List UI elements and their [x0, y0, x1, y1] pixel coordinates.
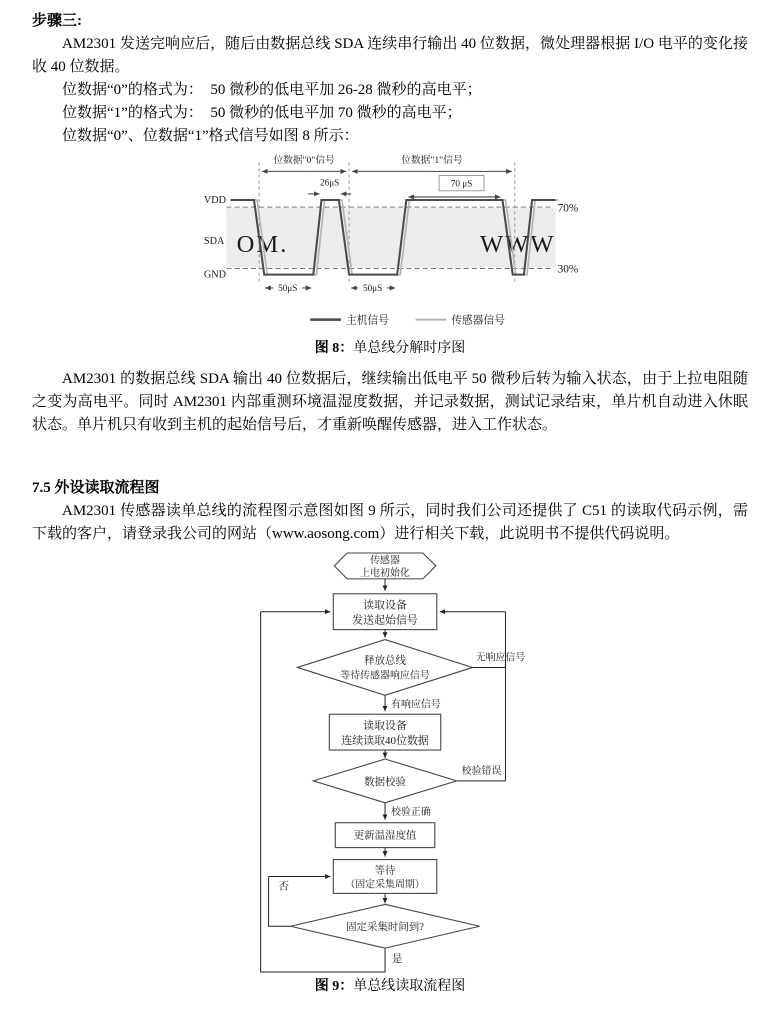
paragraph-sleep-state: AM2301 的数据总线 SDA 输出 40 位数据后，继续输出低电平 50 微秒后转为输入状态，由于上拉电阻随之变为高电平。同时 AM2301 内部重测环境温湿度数据，并记录数据，测试记录结束，单片机自动进入休眠状态。单片机只有收到主机的起始信号后，才重新唤醒传感器，进入工作状态。	[32, 371, 748, 433]
read-data-line1: 读取设备	[363, 720, 407, 733]
bit1-format-line: 位数据“1”的格式为： 50 微秒的低电平加 70 微秒的高电平；	[62, 105, 462, 121]
figure8-caption-label: 图 8：	[314, 341, 354, 356]
timer-yes-label: 是	[392, 954, 403, 966]
data-check-label: 数据校验	[364, 776, 406, 788]
read-data-line2: 连续读取40位数据	[341, 735, 429, 748]
wait-period-line1: 等待	[374, 865, 396, 877]
wait-period-line2: （固定采集周期）	[345, 879, 425, 891]
send-start-line1: 读取设备	[363, 599, 407, 612]
wait-response-line1: 释放总线	[364, 655, 406, 667]
threshold-30-label: 30%	[557, 263, 579, 276]
pulse-26us-label: 26μS	[320, 177, 340, 188]
timer-no-label: 否	[278, 881, 289, 893]
wait-response-diamond	[297, 640, 472, 696]
flowchart-figure	[230, 550, 560, 974]
bit-format-intro-line: 位数据“0”、位数据“1”格式信号如图 8 所示：	[62, 128, 359, 144]
response-label: 有响应信号	[391, 699, 441, 711]
watermark-text-right: WWW	[479, 231, 556, 259]
legend-host-label: 主机信号	[346, 314, 389, 327]
send-start-line2: 发送起始信号	[352, 614, 418, 627]
start-node-line1: 传感器	[370, 555, 400, 567]
paragraph-bit-output: AM2301 发送完响应后，随后由数据总线 SDA 连续串行输出 40 位数据，微处理器根据 I/O 电平的变化接收 40 位数据。	[32, 36, 748, 75]
gnd-label: GND	[203, 269, 227, 281]
figure9-caption-label: 图 9：	[314, 979, 354, 994]
watermark-text-left: OM.	[236, 231, 289, 259]
low-50us-2-label: 50μS	[363, 283, 383, 294]
check-error-label: 校验错误	[461, 765, 502, 777]
start-node-line2: 上电初始化	[360, 567, 410, 579]
timer-label: 固定采集时间到?	[346, 922, 424, 934]
step-heading: 步骤三:	[32, 13, 82, 29]
threshold-70-label: 70%	[557, 202, 579, 215]
section-heading-7-5: 7.5 外设读取流程图	[32, 480, 160, 496]
check-ok-label: 校验正确	[391, 806, 431, 818]
timing-diagram-figure	[195, 154, 585, 336]
low-50us-1-label: 50μS	[278, 283, 298, 294]
bit0-format-line: 位数据“0”的格式为： 50 微秒的低电平加 26-28 微秒的高电平；	[62, 82, 482, 98]
legend-sensor-label: 传感器信号	[451, 314, 505, 327]
update-label: 更新温湿度值	[353, 830, 417, 842]
vdd-label: VDD	[203, 195, 227, 207]
figure9-caption	[32, 976, 748, 998]
bit1-span-label: 位数据"1"信号	[401, 155, 463, 167]
figure9-caption-text: 单总线读取流程图	[353, 979, 466, 994]
figure8-caption-text: 单总线分解时序图	[353, 341, 466, 356]
wait-response-line2: 等待传感器响应信号	[340, 670, 430, 682]
bit0-span-label: 位数据"0"信号	[273, 155, 335, 167]
retry-loop-path	[457, 612, 506, 781]
figure8-caption	[32, 338, 748, 360]
sda-label: SDA	[203, 235, 225, 247]
no-response-label: 无响应信号	[475, 652, 526, 664]
pulse-70us-label: 70 μS	[450, 178, 473, 189]
paragraph-flowchart-intro: AM2301 传感器读单总线的流程图示意图如图 9 所示，同时我们公司还提供了 C51 的读取代码示例，需下载的客户，请登录我公司的网站（www.aosong.com）进行相关下载，此说明书不提供代码说明。	[32, 503, 748, 542]
